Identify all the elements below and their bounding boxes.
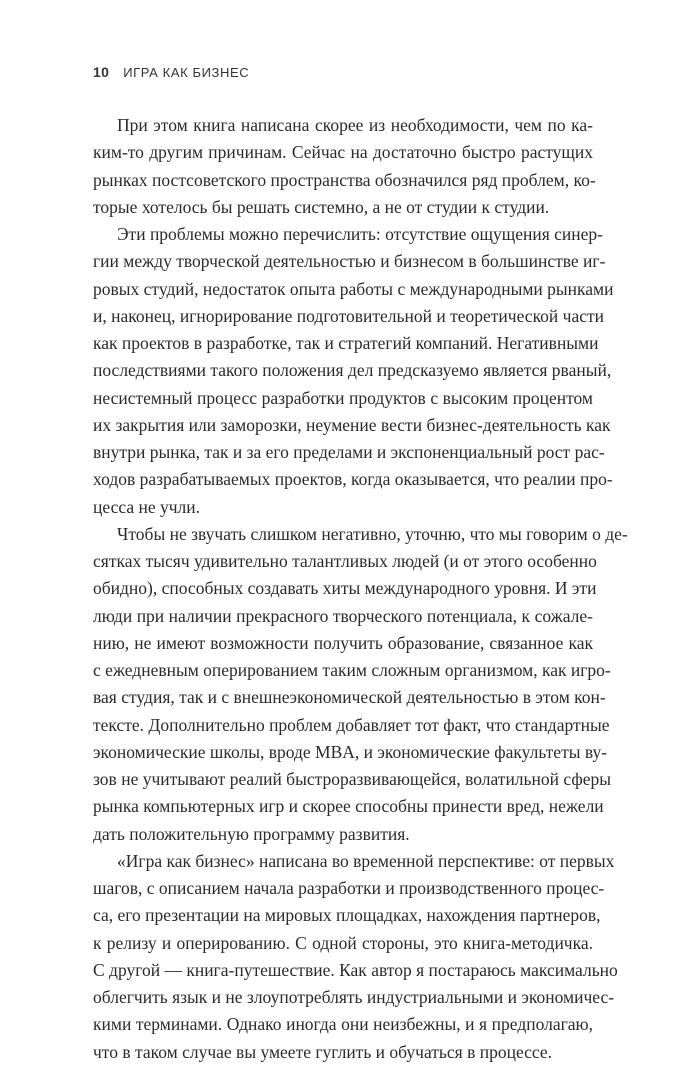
text-line: Чтобы не звучать слишком негативно, уточню, что мы говорим о де-: [117, 523, 628, 544]
text-line: ким-то другим причинам. Сейчас на достаточно быстро растущих: [93, 142, 593, 163]
text-line: экономические школы, вроде MBA, и экономические факультеты ву-: [93, 741, 608, 762]
text-line: что в таком случае вы умеете гуглить и обучаться в процессе.: [93, 1041, 553, 1062]
text-line: цесса не учли.: [93, 496, 200, 517]
text-line: облегчить язык и не злоупотреблять индустриальными и экономичес-: [93, 987, 615, 1007]
page-number: 10: [93, 64, 110, 80]
text-line: обидно), способных создавать хиты международного уровня. И эти: [93, 578, 597, 599]
text-line: гии между творческой деятельностью и бизнесом в большинстве иг-: [93, 251, 606, 272]
text-line: зов не учитывают реалий быстроразвивающейся, волатильной сферы: [93, 769, 611, 789]
text-line: тексте. Дополнительно проблем добавляет тот факт, что стандартные: [93, 714, 610, 735]
text-line: рынка компьютерных игр и скорее способны принести вред, нежели: [93, 796, 604, 817]
text-line: внутри рынка, так и за его пределами и экспоненциальный рост рас-: [93, 442, 605, 462]
text-line: «Игра как бизнес» написана во временной перспективе: от первых: [117, 850, 615, 871]
text-line: к релизу и оперированию. С одной стороны, это книга-методичка.: [93, 932, 593, 953]
text-line: сятках тысяч удивительно талантливых людей (и от этого особенно: [93, 551, 597, 571]
text-line: С другой — книга-путешествие. Как автор я постараюсь максимально: [93, 959, 618, 980]
text-line: нию, не имеют возможности получить образование, связанное как: [93, 632, 593, 653]
text-line: При этом книга написана скорее из необходимости, чем по ка-: [117, 115, 593, 135]
text-line: ровых студий, недостаток опыта работы с международными рынками: [93, 278, 614, 299]
text-line: последствиями такого положения дел предсказуемо является рваный,: [93, 360, 612, 381]
text-line: как проектов в разработке, так и стратегий компаний. Негативными: [93, 333, 599, 353]
text-line: кими терминами. Однако иногда они неизбежны, и я предполагаю,: [93, 1014, 593, 1035]
text-line: вая студия, так и с внешнеэкономической деятельностью в этом кон-: [93, 687, 606, 708]
paragraph: [93, 112, 596, 221]
text-line: торые хотелось бы решать системно, а не от студии к студии.: [93, 196, 550, 217]
book-title: ИГРА КАК БИЗНЕС: [123, 65, 250, 80]
text-line: их закрытия или заморозки, неумение вести бизнес-деятельность как: [93, 414, 611, 435]
text-line: шагов, с описанием начала разработки и производственного процес-: [93, 878, 605, 898]
text-line: люди при наличии прекрасного творческого потенциала, к сожале-: [93, 605, 593, 626]
text-line: дать положительную программу развития.: [93, 823, 410, 844]
text-line: рынках постсоветского пространства обозначился ряд проблем, ко-: [93, 169, 596, 190]
text-line: са, его презентации на мировых площадках, нахождения партнеров,: [93, 905, 601, 926]
paragraph: [93, 221, 614, 521]
running-header: [93, 64, 249, 80]
text-line: несистемный процесс разработки продуктов с высоким процентом: [93, 387, 593, 408]
text-line: ходов разрабатываемых проектов, когда оказывается, что реалии про-: [93, 469, 613, 490]
paragraph: [93, 848, 618, 1066]
paragraph: [93, 521, 628, 848]
text-line: с ежедневным оперированием таким сложным организмом, как игро-: [93, 660, 611, 680]
text-line: и, наконец, игнорирование подготовительной и теоретической части: [93, 305, 605, 326]
body-text: [93, 112, 628, 1066]
text-line: Эти проблемы можно перечислить: отсутствие ощущения синер-: [117, 224, 603, 244]
